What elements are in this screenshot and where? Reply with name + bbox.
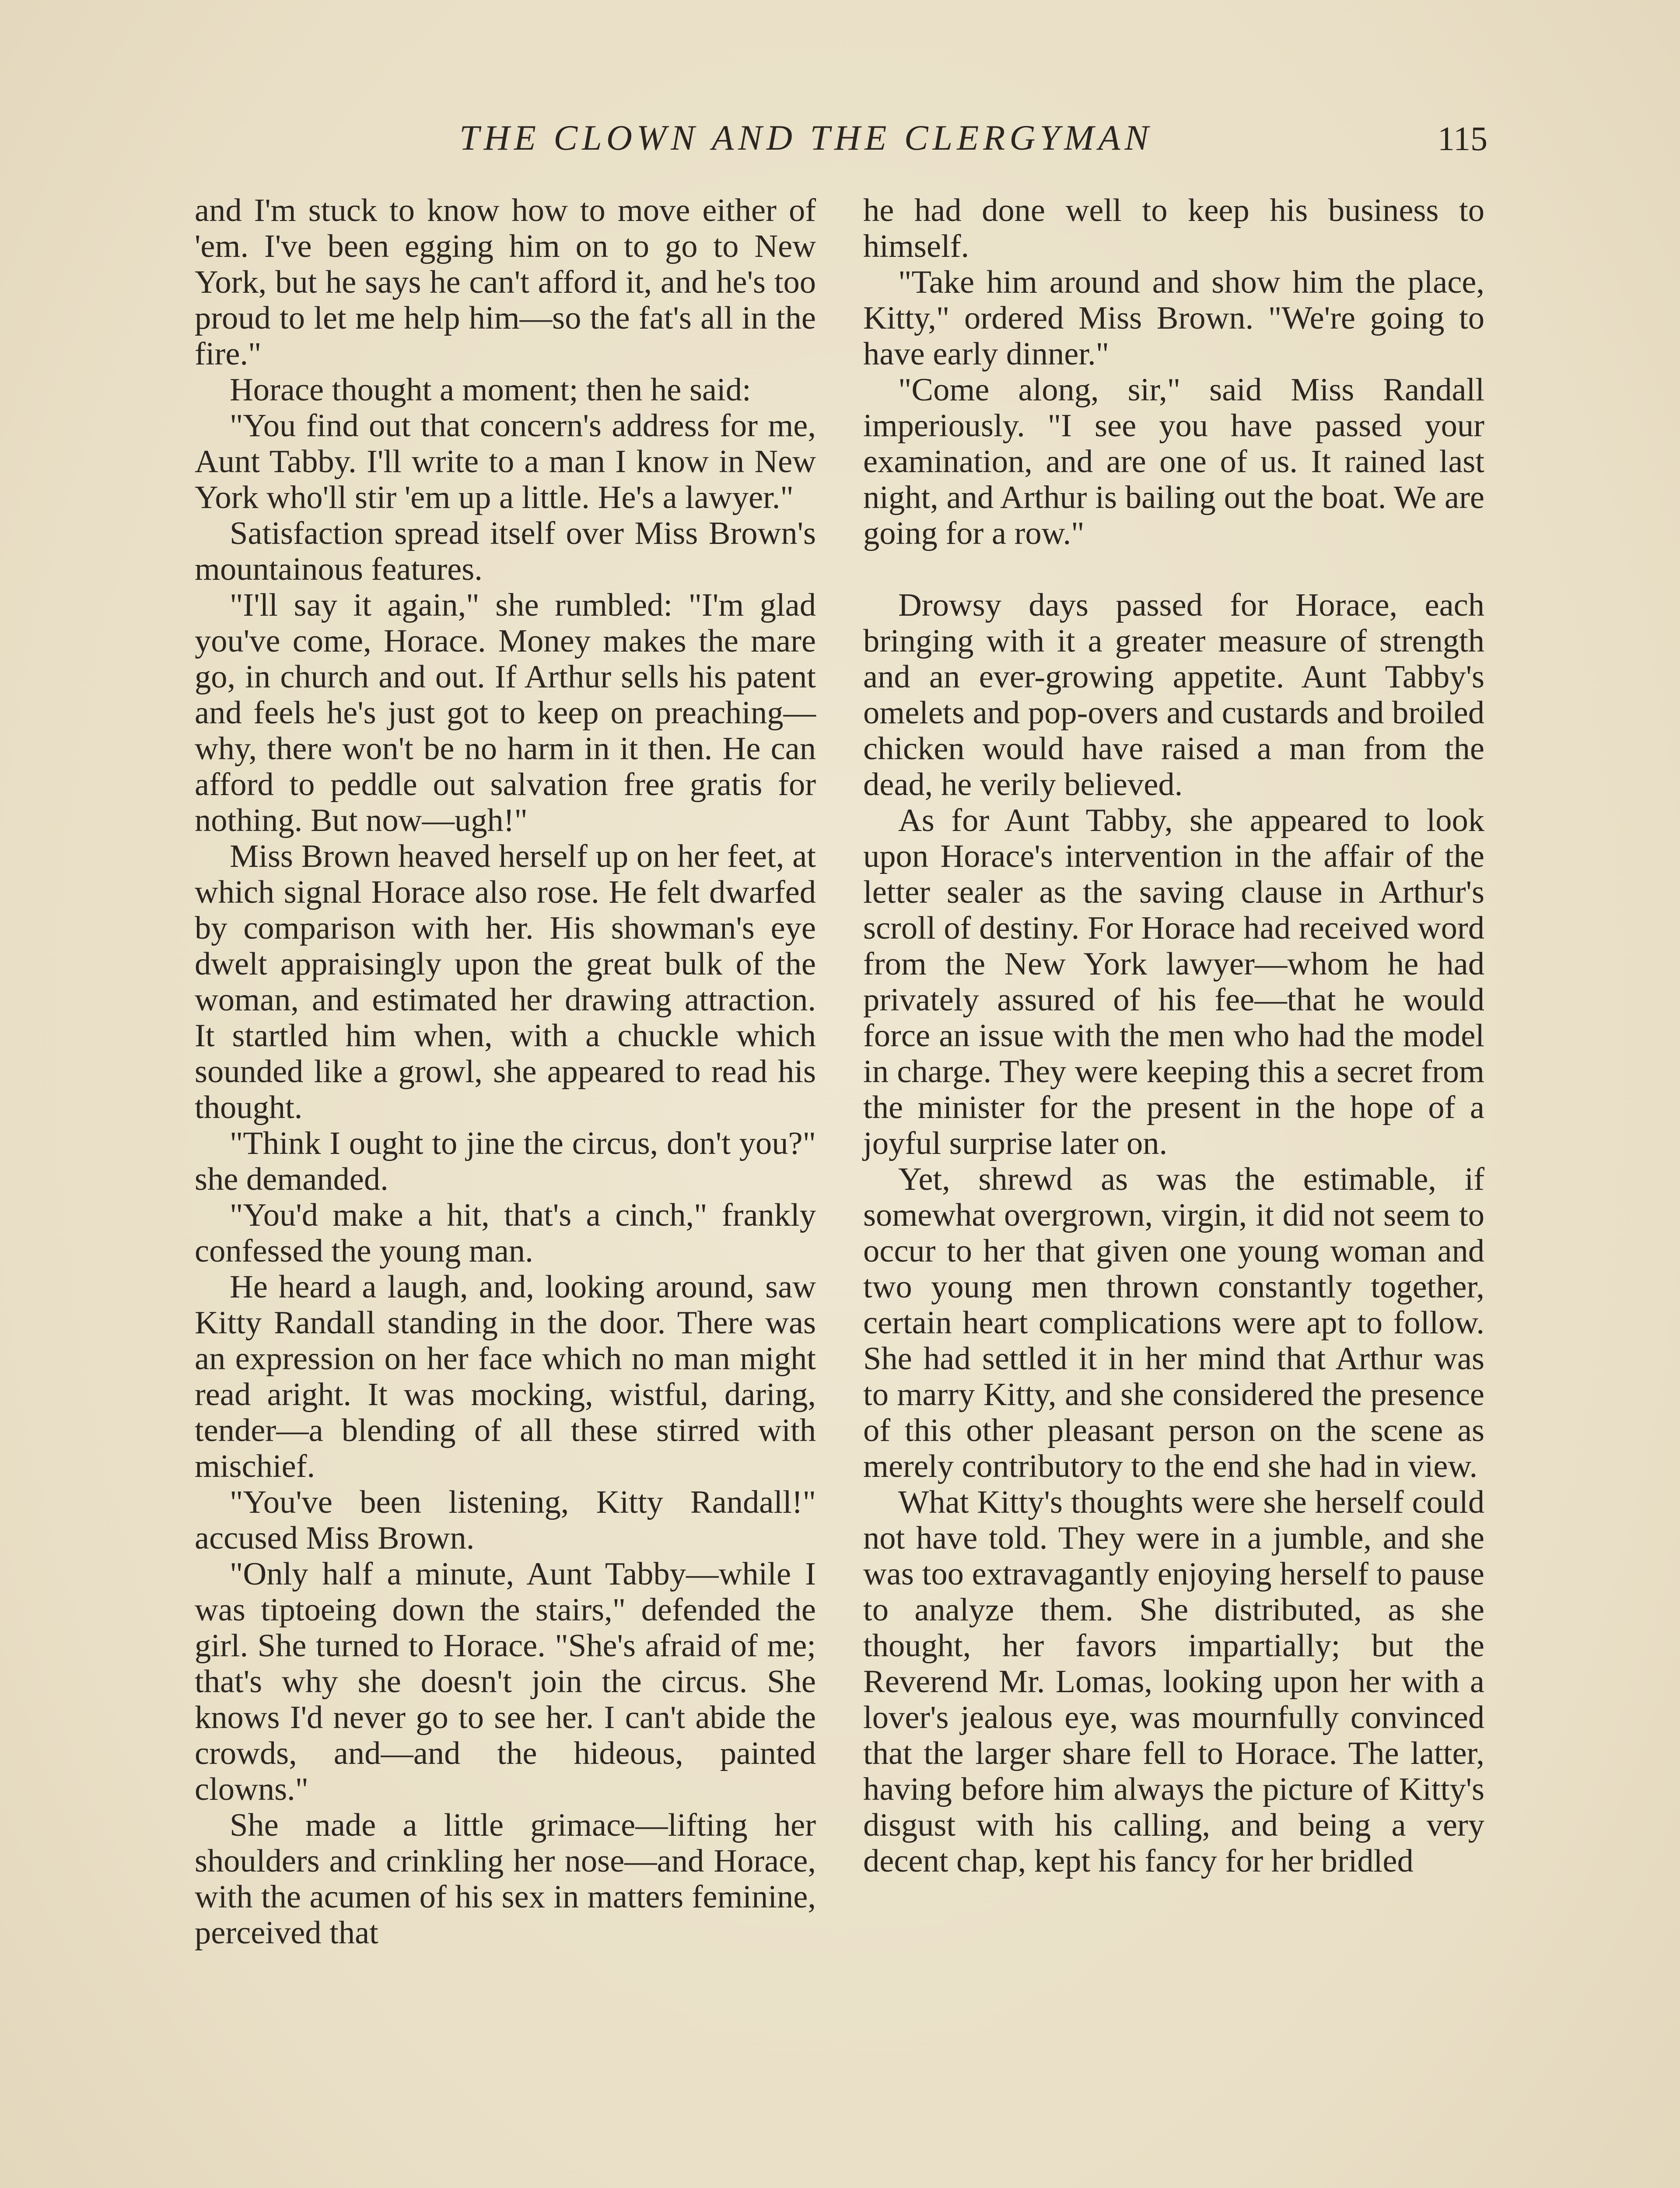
paragraph: "Only half a minute, Aunt Tabby—while I was tiptoeing down the stairs," defended the girl. She turned to Horace. "She's afraid of me; that's why she doesn't join the circus. She knows I'd never go to see her. I can't abide the crowds, and—and the hideous, painted clowns." [195,1556,816,1807]
paragraph: Miss Brown heaved herself up on her feet, at which signal Horace also rose. He felt dwarfed by comparison with her. His showman's eye dwelt appraisingly upon the great bulk of the woman, and estimated her drawing attraction. It startled him when, with a chuckle which sounded like a growl, she appeared to read his thought. [195,838,816,1126]
paragraph: Satisfaction spread itself over Miss Brown's mountainous features. [195,515,816,587]
paragraph: Drowsy days passed for Horace, each bringing with it a greater measure of strength and an ever-growing appetite. Aunt Tabby's omelets and pop-overs and custards and broiled chicken would have raised a man from the dead, he verily believed. [863,587,1484,803]
paragraph: Horace thought a moment; then he said: [230,372,751,408]
paragraph: As for Aunt Tabby, she appeared to look upon Horace's intervention in the affair of the letter sealer as the saving clause in Arthur's scroll of destiny. For Horace had received word from the New York lawyer—whom he had privately assured of his fee—that he would force an issue with the men who had the model in charge. They were keeping this a secret from the minister for the present in the hope of a joyful surprise later on. [863,803,1484,1161]
paragraph: "You've been listening, Kitty Randall!" accused Miss Brown. [195,1484,816,1556]
paragraph: Yet, shrewd as was the estimable, if somewhat overgrown, virgin, it did not seem to occur to her that given one young woman and two young men thrown constantly together, certain heart complications were apt to follow. She had settled it in her mind that Arthur was to marry Kitty, and she considered the presence of this other pleasant person on the scene as merely contributory to the end she had in view. [863,1161,1484,1484]
paragraph: "I'll say it again," she rumbled: "I'm glad you've come, Horace. Money makes the mare go, in church and out. If Arthur sells his patent and feels he's just got to keep on preaching—why, there won't be no harm in it then. He can afford to peddle out salvation free gratis for nothing. But now—ugh!" [195,587,816,838]
paragraph: He heard a laugh, and, looking around, saw Kitty Randall standing in the door. There was an expression on her face which no man might read aright. It was mocking, wistful, daring, tender—a blending of all these stirred with mischief. [195,1269,816,1484]
paragraph: "Take him around and show him the place, Kitty," ordered Miss Brown. "We're going to have early dinner." [863,264,1484,372]
page-number: 115 [1437,119,1488,158]
paragraph: and I'm stuck to know how to move either of 'em. I've been egging him on to go to New York, but he says he can't afford it, and he's too proud to let me help him—so the fat's all in the fire." [195,193,816,372]
left-column [195,193,816,1951]
right-column [863,193,1484,1879]
paragraph: "You'd make a hit, that's a cinch," frankly confessed the young man. [195,1197,816,1269]
paragraph: "Come along, sir," said Miss Randall imperiously. "I see you have passed your examination, and are one of us. It rained last night, and Arthur is bailing out the boat. We are going for a row." [863,372,1484,551]
paragraph: he had done well to keep his business to himself. [863,193,1484,264]
paragraph: What Kitty's thoughts were she herself could not have told. They were in a jumble, and she was too extravagantly enjoying herself to pause to analyze them. She distributed, as she thought, her favors impartially; but the Reverend Mr. Lomas, looking upon her with a lover's jealous eye, was mournfully convinced that the larger share fell to Horace. The latter, having before him always the picture of Kitty's disgust with his calling, and being a very decent chap, kept his fancy for her bridled [863,1484,1484,1879]
paragraph: She made a little grimace—lifting her shoulders and crinkling her nose—and Horace, with the acumen of his sex in matters feminine, perceived that [195,1807,816,1951]
paragraph: "Think I ought to jine the circus, don't you?" she demanded. [195,1126,816,1197]
paragraph: "You find out that concern's address for me, Aunt Tabby. I'll write to a man I know in New York who'll stir 'em up a little. He's a lawyer." [195,408,816,515]
running-title: THE CLOWN AND THE CLERGYMAN [459,118,1153,158]
